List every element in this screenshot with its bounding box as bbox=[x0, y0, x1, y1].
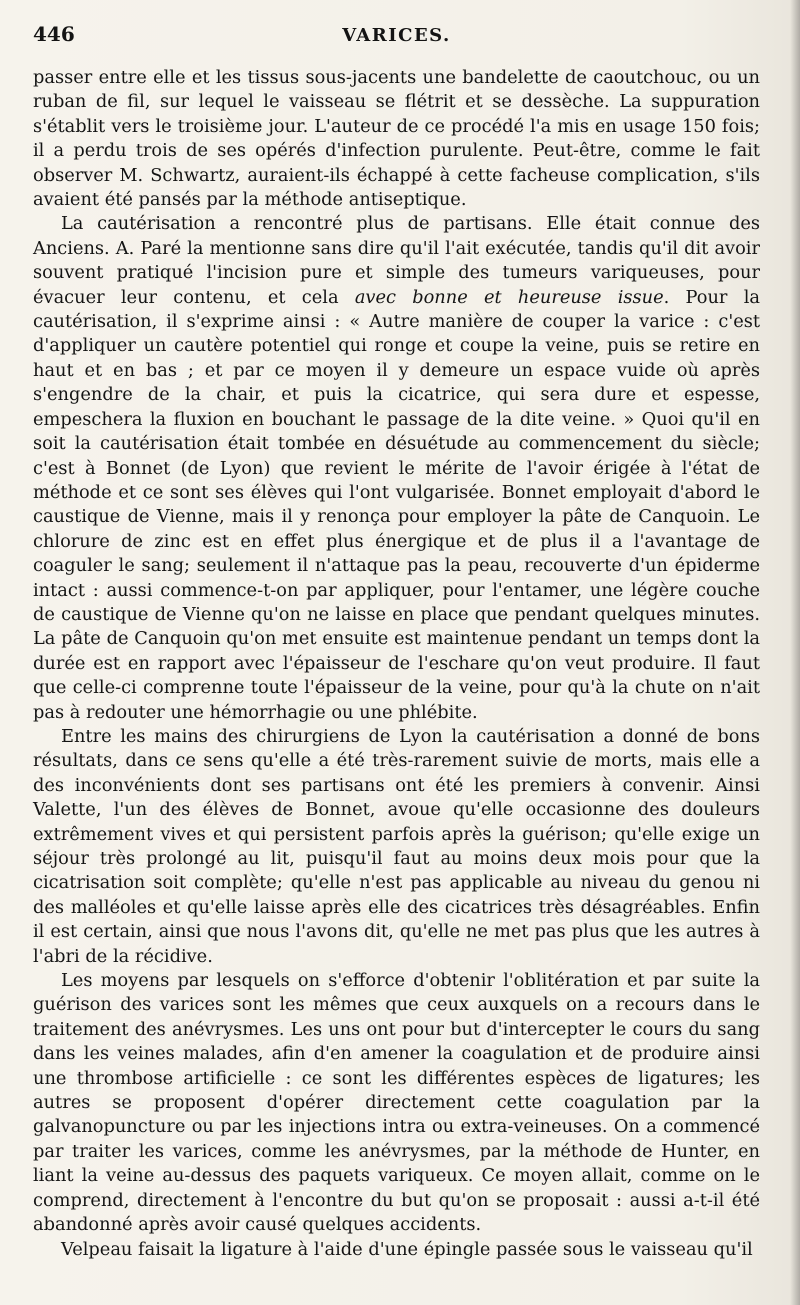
page-number: 446 bbox=[33, 22, 75, 46]
running-title: VARICES. bbox=[342, 25, 451, 46]
text-run: passer entre elle et les tissus sous-jacents une bandelette de caoutchouc, ou un ruban de fil, sur lequel le vaisseau se flétrit et se dessèche. La suppuration s'établit vers le troisième jour. L'auteur de ce procédé l'a mis en usage 150 fois; il a perdu trois de ses opérés d'infection purulente. Peut-être, comme le fait observer M. Schwartz, auraient-ils échappé à cette facheuse complication, s'ils avaient été pansés par la méthode antiseptique. bbox=[33, 67, 760, 211]
text-run: La cautérisation a rencontré plus de partisans. Elle était connue des Anciens. A. Paré la mentionne sans dire qu'il l'ait exécutée, tandis qu'il dit avoir souvent pratiqué l'incision pure et simple des tumeurs variqueuses, pour évacuer leur contenu, et cela bbox=[33, 213, 760, 308]
text-run: Velpeau faisait la ligature à l'aide d'une épingle passée sous le vaisseau qu'il bbox=[61, 1238, 753, 1260]
italic-text-run: avec bonne et heureuse issue bbox=[354, 286, 664, 308]
paragraph bbox=[33, 969, 760, 1237]
paragraph bbox=[33, 66, 760, 212]
paragraph bbox=[33, 725, 760, 969]
body-text bbox=[33, 66, 760, 1262]
text-run: . Pour la cautérisation, il s'exprime ainsi : « Autre manière de couper la varice : c'est d'appliquer un cautère potentiel qui ronge et coupe la veine, puis se retire en haut et en bas ; et par ce moyen il y demeure un espace vuide où après s'engendre de la chair, et puis la cicatrice, qui sera dure et espesse, empeschera la fluxion en bouchant le passage de la dite veine. » Quoi qu'il en soit la cautérisation était tombée en désuétude au commencement du siècle; c'est à Bonnet (de Lyon) que revient le mérite de l'avoir érigée à l'état de méthode et ce sont ses élèves qui l'ont vulgarisée. Bonnet employait d'abord le caustique de Vienne, mais il y renonça pour employer la pâte de Canquoin. Le chlorure de zinc est en effet plus énergique et de plus il a l'avantage de coaguler le sang; seulement il n'attaque pas la peau, recouverte d'un épiderme intact : aussi commence-t-on par appliquer, pour l'entamer, une légère couche de caustique de Vienne qu'on ne laisse en place que pendant quelques minutes. La pâte de Canquoin qu'on met ensuite est maintenue pendant un temps dont la durée est en rapport avec l'épaisseur de l'eschare qu'on veut produire. Il faut que celle-ci comprenne toute l'épaisseur de la veine, pour qu'à la chute on n'ait pas à redouter une hémorrhagie ou une phlébite. bbox=[33, 286, 760, 723]
text-run: Les moyens par lesquels on s'efforce d'obtenir l'oblitération et par suite la guérison des varices sont les mêmes que ceux auxquels on a recours dans le traitement des anévrysmes. Les uns ont pour but d'intercepter le cours du sang dans les veines malades, afin d'en amener la coagulation et de produire ainsi une thrombose artificielle : ce sont les différentes espèces de ligatures; les autres se proposent d'opérer directement cette coagulation par la galvanopuncture ou par les injections intra ou extra-veineuses. On a commencé par traiter les varices, comme les anévrysmes, par la méthode de Hunter, en liant la veine au-dessus des paquets variqueux. Ce moyen allait, comme on le comprend, directement à l'encontre du but qu'on se proposait : aussi a-t-il été abandonné après avoir causé quelques accidents. bbox=[33, 970, 760, 1236]
page-header bbox=[33, 22, 760, 62]
text-run: Entre les mains des chirurgiens de Lyon la cautérisation a donné de bons résultats, dans ce sens qu'elle a été très-rarement suivie de morts, mais elle a des inconvénients dont ses partisans ont été les premiers à convenir. Ainsi Valette, l'un des élèves de Bonnet, avoue qu'elle occasionne des douleurs extrêmement vives et qui persistent parfois après la guérison; qu'elle exige un séjour très prolongé au lit, puisqu'il faut au moins deux mois pour que la cicatrisation soit complète; qu'elle n'est pas applicable au niveau du genou ni des malléoles et qu'elle laisse après elle des cicatrices très désagréables. Enfin il est certain, ainsi que nous l'avons dit, qu'elle ne met pas plus que les autres à l'abri de la récidive. bbox=[33, 725, 760, 967]
paragraph bbox=[33, 1238, 760, 1262]
paragraph bbox=[33, 212, 760, 725]
